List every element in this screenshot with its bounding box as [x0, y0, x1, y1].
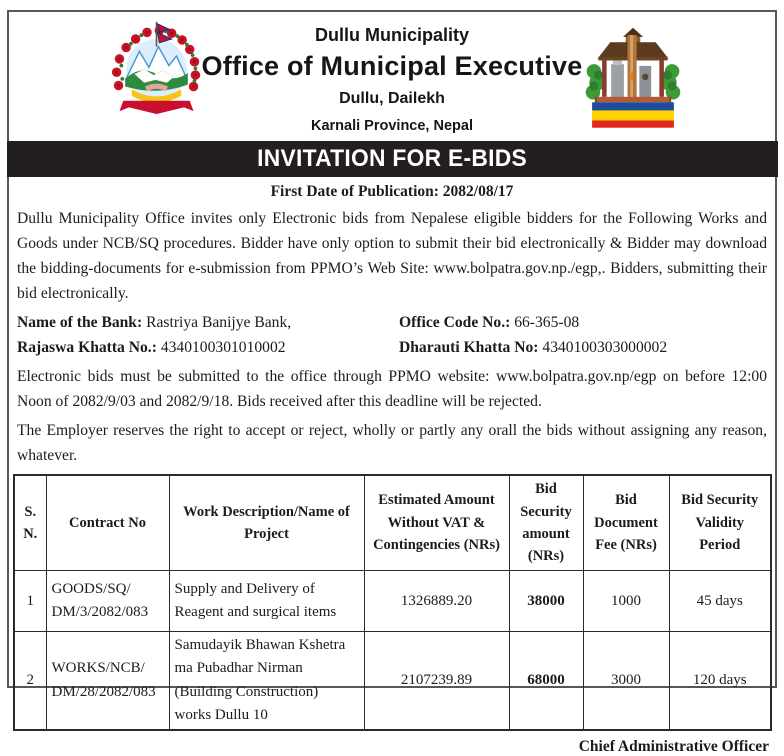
office-code-field	[399, 310, 767, 335]
rajaswa-khatta-value: 4340100301010002	[160, 339, 286, 356]
rajaswa-khatta-field	[17, 335, 399, 360]
cell-description: Supply and Delivery of Reagent and surgical items	[169, 571, 364, 632]
cell-estimated: 2107239.89	[364, 632, 509, 731]
cell-contract: WORKS/NCB/ DM/28/2082/083	[46, 632, 169, 731]
submission-paragraph: Electronic bids must be submitted to the office through PPMO website: www.bolpatra.gov.np/egp on before 12:00 Noon of 2082/9/03 and 2082/9/18. Bids received after this deadline will be rejected.	[17, 368, 767, 410]
cell-doc-fee: 3000	[583, 632, 669, 731]
publication-date: First Date of Publication: 2082/08/17	[270, 183, 514, 200]
dharauti-khatta-value: 4340100303000002	[542, 339, 668, 356]
nepal-government-emblem-icon	[109, 20, 204, 138]
cell-sn: 2	[14, 632, 46, 731]
document-page	[7, 10, 777, 755]
office-location: Dullu, Dailekh	[339, 90, 445, 108]
province-line: Karnali Province, Nepal	[311, 118, 473, 135]
dharauti-khatta-field	[399, 335, 767, 360]
municipality-name: Dullu Municipality	[314, 25, 469, 45]
intro-paragraph: Dullu Municipality Office invites only Electronic bids from Nepalese eligible bidders for the Following Works and Goods under NCB/SQ procedures. Bidder have only option to submit their bid electronically & Bidder may download the bidding-documents for e-submission from PPMO’s Web Site: www.bolpatra.gov.np./egp,. Bidders, submitting their bid electronically.	[17, 210, 767, 302]
column-header-contract: Contract No	[46, 475, 169, 571]
column-header-validity: Bid Security Validity Period	[669, 475, 771, 571]
column-header-security: Bid Security amount (NRs)	[509, 475, 583, 571]
cell-description: Samudayik Bhawan Kshetra ma Pubadhar Nirman (Building Construction) works Dullu 10	[169, 632, 364, 731]
nepal-emblem-graphic	[109, 20, 204, 133]
office-name: Office of Municipal Executive	[201, 51, 583, 82]
masthead	[9, 12, 775, 141]
cell-security: 68000	[509, 632, 583, 731]
bank-details-row	[17, 335, 767, 360]
cell-sn: 1	[14, 571, 46, 632]
office-code-label: Office Code No.:	[399, 314, 511, 331]
cell-security: 38000	[509, 571, 583, 632]
bank-name-field	[17, 310, 399, 335]
rights-paragraph: The Employer reserves the right to accept or reject, wholly or partly any orall the bids without assigning any reason, whatever.	[17, 422, 767, 464]
dullu-municipality-logo-icon	[583, 24, 683, 141]
bank-details-row	[17, 310, 767, 335]
bank-name-label: Name of the Bank:	[17, 314, 143, 331]
cell-contract: GOODS/SQ/ DM/3/2082/083	[46, 571, 169, 632]
cell-validity: 120 days	[669, 632, 771, 731]
table-row	[14, 571, 771, 632]
cell-estimated: 1326889.20	[364, 571, 509, 632]
office-code-value: 66-365-08	[514, 314, 580, 331]
signatory-line: Chief Administrative Officer	[578, 738, 769, 755]
table-row	[14, 632, 771, 731]
column-header-estimated: Estimated Amount Without VAT & Contingencies (NRs)	[364, 475, 509, 571]
dharauti-khatta-label: Dharauti Khatta No:	[399, 339, 539, 356]
bank-name-value: Rastriya Banijye Bank,	[146, 314, 292, 331]
cell-validity: 45 days	[669, 571, 771, 632]
dullu-logo-graphic	[583, 24, 683, 136]
table-header-row	[14, 475, 771, 571]
banner-title: INVITATION FOR E-BIDS	[257, 145, 527, 172]
invitation-banner	[7, 141, 778, 177]
cell-doc-fee: 1000	[583, 571, 669, 632]
column-header-description: Work Description/Name of Project	[169, 475, 364, 571]
column-header-sn: S. N.	[14, 475, 46, 571]
bank-details	[17, 310, 767, 360]
bids-table	[13, 474, 772, 731]
column-header-doc-fee: Bid Document Fee (NRs)	[583, 475, 669, 571]
rajaswa-khatta-label: Rajaswa Khatta No.:	[17, 339, 157, 356]
